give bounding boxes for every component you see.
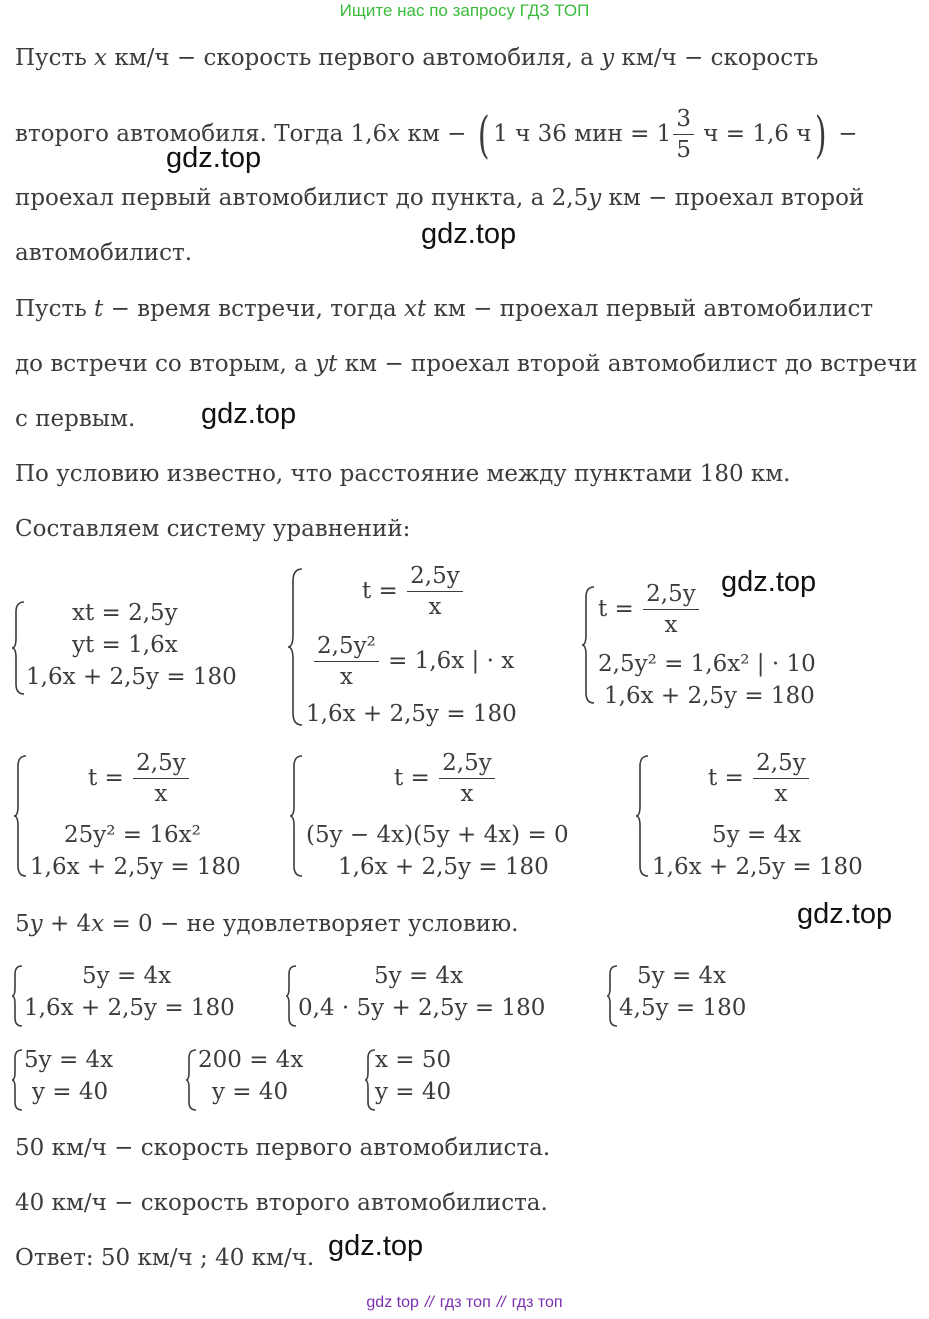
brace-icon: [636, 752, 650, 880]
equation-row: 1,6x + 2,5y = 180: [652, 854, 863, 880]
footer-separator: //: [496, 1294, 506, 1311]
equation-system-2: [288, 565, 528, 735]
fraction-numerator: 2,5y: [753, 752, 809, 779]
var-y: y: [601, 45, 615, 71]
text-segment: км − проехал второй автомобилист до встречи: [337, 351, 918, 377]
equation-row: 25y² = 16x²: [64, 822, 201, 848]
footer-link[interactable]: gdz top: [366, 1294, 419, 1311]
watermark: gdz.top: [421, 218, 517, 250]
text-segment: км − проехал первый автомобилист: [426, 296, 874, 322]
var-x: x: [91, 911, 105, 937]
brace-icon: [12, 1047, 24, 1113]
brace-icon: [607, 963, 619, 1029]
equation-row: y = 40: [375, 1079, 452, 1105]
answer-line-3: Ответ: 50 км/ч ; 40 км/ч.: [15, 1245, 315, 1271]
footer-link[interactable]: гдз топ: [439, 1294, 491, 1311]
equation-row: [394, 752, 497, 806]
header-banner: Ищите нас по запросу ГДЗ ТОП: [339, 1, 590, 20]
right-paren: ): [815, 106, 828, 164]
equation-row: 5y = 4x: [82, 963, 172, 989]
equation-row: 1,6x + 2,5y = 180: [306, 701, 517, 727]
equation-row: 0,4 · 5y + 2,5y = 180: [298, 995, 546, 1021]
equation-system-6: [636, 752, 886, 882]
equation-system-12: [365, 1047, 485, 1113]
text-segment: −: [830, 121, 858, 147]
brace-icon: [288, 565, 304, 730]
equation-row: y = 40: [212, 1079, 289, 1105]
text-segment: км −: [400, 121, 474, 147]
var-y: y: [588, 185, 602, 211]
text-line-5: [15, 294, 873, 324]
var-xt: xt: [404, 296, 427, 322]
equation-row: yt = 1,6x: [72, 632, 178, 658]
text-line-9: Составляем систему уравнений:: [15, 516, 411, 542]
text-segment: второго автомобиля. Тогда 1,6: [15, 121, 388, 147]
equation-row: [312, 635, 514, 689]
text-segment: − время встречи, тогда: [103, 296, 405, 322]
fraction-three-fifths: [673, 108, 694, 162]
answer-line-1: 50 км/ч − скорость первого автомобилиста.: [15, 1135, 551, 1161]
equation-row: [362, 565, 465, 619]
fraction: [133, 752, 189, 806]
var-t: t: [94, 296, 104, 322]
fraction-numerator: 2,5y: [643, 583, 699, 610]
equation-row: 5y = 4x: [24, 1047, 114, 1073]
fraction: [407, 565, 463, 619]
fraction-numerator: 2,5y²: [314, 635, 379, 662]
equation-row: 200 = 4x: [198, 1047, 304, 1073]
watermark: gdz.top: [328, 1230, 424, 1262]
fraction-denominator: x: [460, 781, 474, 807]
text-segment: t =: [362, 578, 406, 604]
equation-row: x = 50: [375, 1047, 452, 1073]
fraction-numerator: 2,5y: [407, 565, 463, 592]
brace-icon: [12, 598, 26, 698]
text-segment: t =: [394, 765, 438, 791]
fraction-denominator: x: [339, 664, 353, 690]
watermark: gdz.top: [797, 898, 893, 930]
brace-icon: [186, 1047, 198, 1113]
text-segment: Пусть: [15, 45, 95, 71]
text-line-3: [15, 183, 864, 213]
text-segment: до встречи со вторым, а: [15, 351, 316, 377]
fraction-numerator: 2,5y: [439, 752, 495, 779]
equation-row: 5y = 4x: [374, 963, 464, 989]
watermark: gdz.top: [721, 566, 817, 598]
equation-system-5: [290, 752, 600, 882]
fraction-denominator: x: [664, 612, 678, 638]
equation-system-4: [14, 752, 264, 882]
text-line-6: [15, 349, 918, 379]
footer-separator: //: [424, 1294, 434, 1311]
text-line-2: [15, 108, 858, 162]
text-line-10: [15, 909, 518, 939]
text-segment: 5: [15, 911, 30, 937]
watermark: gdz.top: [166, 142, 262, 174]
answer-line-2: 40 км/ч − скорость второго автомобилиста.: [15, 1190, 548, 1216]
equation-system-8: [286, 963, 556, 1029]
equation-system-1: [12, 598, 252, 698]
text-segment: t =: [88, 765, 132, 791]
text-line-1: [15, 43, 818, 73]
var-x: x: [94, 45, 108, 71]
fraction-denominator: x: [154, 781, 168, 807]
equation-row: [708, 752, 811, 806]
equation-row: [598, 583, 701, 637]
var-y: y: [29, 911, 43, 937]
brace-icon: [14, 752, 28, 880]
equation-row: (5y − 4x)(5y + 4x) = 0: [306, 822, 569, 848]
text-segment: + 4: [42, 911, 92, 937]
equation-row: [88, 752, 191, 806]
equation-row: 1,6x + 2,5y = 180: [24, 995, 235, 1021]
text-segment: = 0 − не удовлетворяет условию.: [104, 911, 519, 937]
equation-row: 2,5y² = 1,6x² | · 10: [598, 651, 816, 677]
equation-row: 1,6x + 2,5y = 180: [26, 664, 237, 690]
text-segment: = 1,6x | · x: [380, 648, 515, 674]
equation-row: 1,6x + 2,5y = 180: [30, 854, 241, 880]
text-segment: t =: [598, 596, 642, 622]
equation-row: 1,6x + 2,5y = 180: [338, 854, 549, 880]
text-segment: проехал первый автомобилист до пункта, а 2,5: [15, 185, 589, 211]
fraction-denominator: 5: [676, 137, 691, 163]
var-yt: yt: [315, 351, 338, 377]
footer-links: [0, 1294, 929, 1312]
text-segment: км − проехал второй: [601, 185, 865, 211]
watermark: gdz.top: [201, 398, 297, 430]
text-line-7: с первым.: [15, 406, 136, 432]
brace-icon: [290, 752, 304, 880]
text-segment: 1 ч 36 мин = 1: [493, 121, 672, 147]
brace-icon: [286, 963, 298, 1029]
text-segment: км/ч − скорость первого автомобиля, а: [107, 45, 602, 71]
equation-system-7: [12, 963, 252, 1029]
left-paren: (: [477, 106, 490, 164]
fraction-denominator: x: [774, 781, 788, 807]
fraction: [314, 635, 379, 689]
brace-icon: [12, 963, 24, 1029]
brace-icon: [582, 583, 596, 708]
equation-row: y = 40: [32, 1079, 109, 1105]
equation-system-3: [582, 583, 842, 713]
text-segment: t =: [708, 765, 752, 791]
fraction: [753, 752, 809, 806]
fraction-numerator: 3: [673, 108, 694, 135]
equation-system-11: [186, 1047, 326, 1113]
equation-row: 5y = 4x: [712, 822, 802, 848]
footer-link[interactable]: гдз топ: [511, 1294, 563, 1311]
equation-system-10: [12, 1047, 152, 1113]
equation-row: 1,6x + 2,5y = 180: [604, 683, 815, 709]
fraction: [439, 752, 495, 806]
var-x: x: [387, 121, 401, 147]
text-segment: Пусть: [15, 296, 95, 322]
equation-row: 4,5y = 180: [619, 995, 747, 1021]
text-segment: ч = 1,6 ч: [695, 121, 812, 147]
fraction-denominator: x: [428, 594, 442, 620]
text-line-4: автомобилист.: [15, 240, 193, 266]
equation-row: xt = 2,5y: [72, 600, 178, 626]
equation-row: 5y = 4x: [637, 963, 727, 989]
fraction-numerator: 2,5y: [133, 752, 189, 779]
fraction: [643, 583, 699, 637]
equation-system-9: [607, 963, 767, 1029]
text-segment: км/ч − скорость: [614, 45, 819, 71]
text-line-8: По условию известно, что расстояние между пунктами 180 км.: [15, 461, 791, 487]
